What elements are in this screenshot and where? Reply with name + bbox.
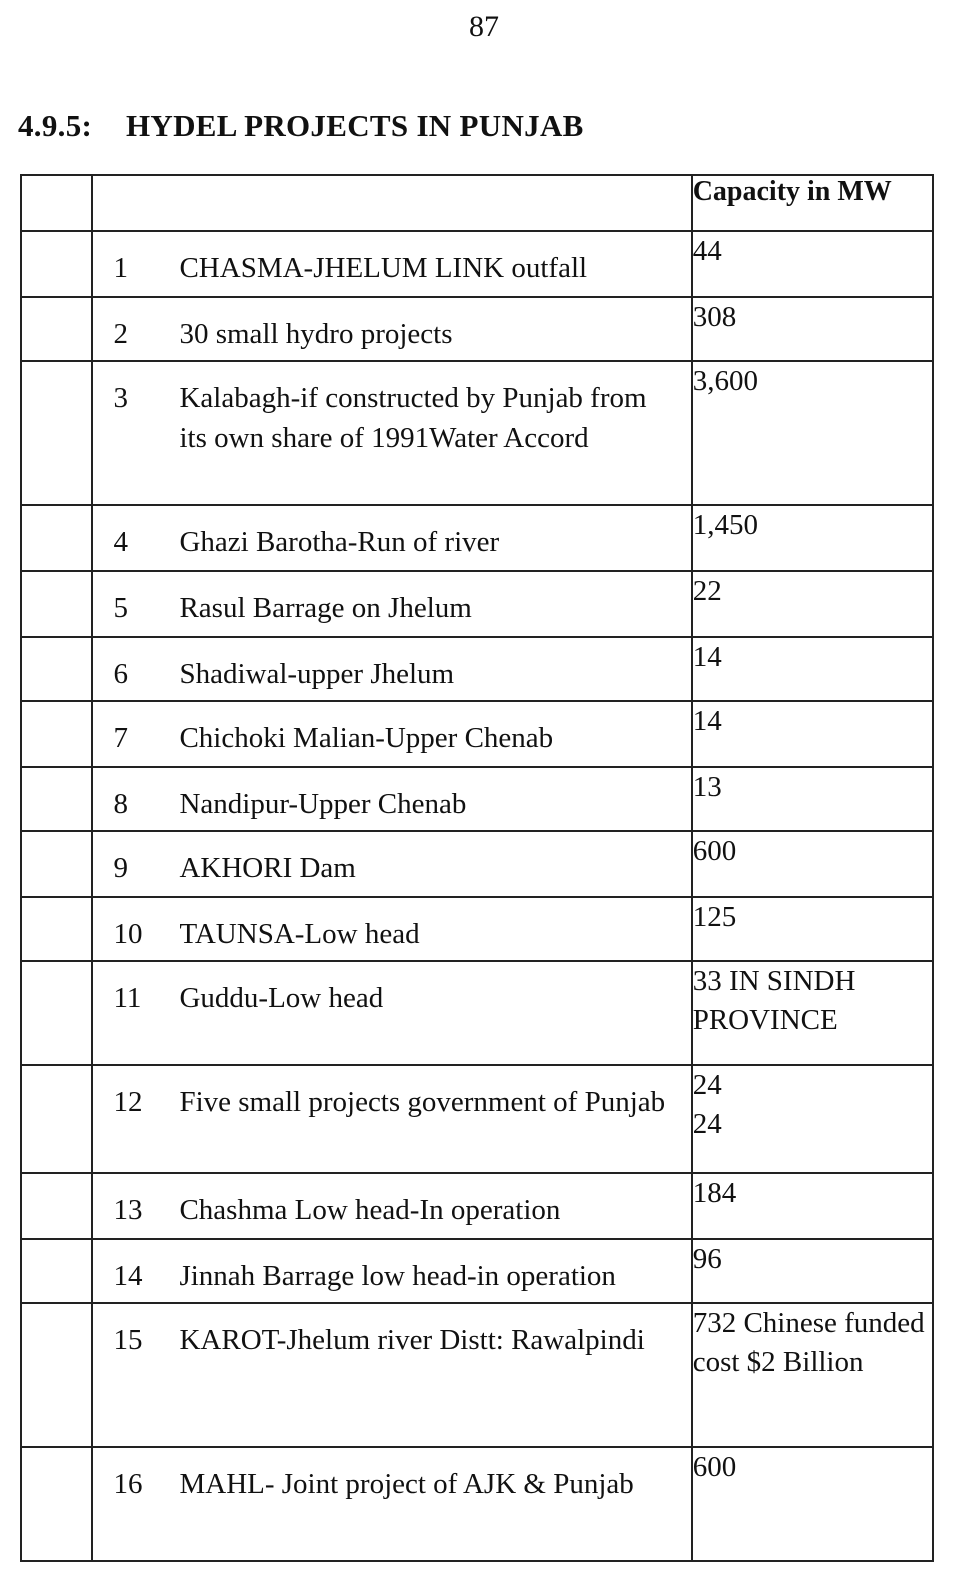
capacity-value: 13	[692, 767, 933, 831]
capacity-header: Capacity in MW	[692, 175, 933, 231]
serial-number: 11	[113, 982, 142, 1014]
capacity-value: 14	[692, 701, 933, 767]
page-number: 87	[469, 10, 499, 43]
table-row	[21, 1173, 933, 1239]
project-cell	[92, 1239, 691, 1303]
table-row	[21, 637, 933, 701]
project-name: Jinnah Barrage low head-in operation	[179, 1260, 616, 1292]
capacity-value: 96	[692, 1239, 933, 1303]
capacity-value: 125	[692, 897, 933, 961]
section-number: 4.9.5:	[18, 108, 93, 143]
table-row	[21, 961, 933, 1065]
project-name: Guddu-Low head	[179, 982, 384, 1014]
serial-number: 2	[113, 318, 128, 350]
project-cell	[92, 361, 691, 505]
capacity-value: 732 Chinese funded cost $2 Billion	[692, 1303, 933, 1447]
project-cell	[92, 831, 691, 897]
project-name: Chichoki Malian-Upper Chenab	[179, 722, 554, 754]
capacity-value: 184	[692, 1173, 933, 1239]
serial-number: 14	[113, 1260, 143, 1292]
serial-number: 15	[113, 1324, 143, 1356]
project-cell	[92, 1065, 691, 1173]
serial-number: 4	[113, 526, 128, 558]
blank-cell	[21, 231, 92, 297]
capacity-value: 33 IN SINDH PROVINCE	[692, 961, 933, 1065]
project-cell	[92, 1447, 691, 1561]
blank-cell	[21, 1239, 92, 1303]
project-name: Ghazi Barotha-Run of river	[179, 526, 500, 558]
hydel-projects-table	[20, 174, 934, 1562]
blank-cell	[21, 897, 92, 961]
blank-cell	[21, 571, 92, 637]
project-header-cell	[92, 175, 691, 231]
blank-cell	[21, 767, 92, 831]
project-name: Shadiwal-upper Jhelum	[179, 658, 455, 690]
capacity-value: 308	[692, 297, 933, 361]
project-name: MAHL- Joint project of AJK & Punjab	[179, 1468, 634, 1500]
project-name: Nandipur-Upper Chenab	[179, 788, 467, 820]
section-title: HYDEL PROJECTS IN PUNJAB	[126, 108, 584, 143]
project-cell	[92, 571, 691, 637]
blank-cell	[21, 637, 92, 701]
table-row	[21, 1239, 933, 1303]
capacity-value: 3,600	[692, 361, 933, 505]
serial-number: 5	[113, 592, 128, 624]
project-name: KAROT-Jhelum river Distt: Rawalpindi	[179, 1324, 645, 1356]
blank-cell	[21, 701, 92, 767]
project-cell	[92, 231, 691, 297]
table-row	[21, 701, 933, 767]
project-cell	[92, 767, 691, 831]
capacity-value: 600	[692, 1447, 933, 1561]
blank-cell	[21, 1065, 92, 1173]
table-row	[21, 361, 933, 505]
project-cell	[92, 897, 691, 961]
table-row	[21, 897, 933, 961]
project-name: CHASMA-JHELUM LINK outfall	[179, 252, 588, 284]
blank-cell	[21, 831, 92, 897]
serial-number: 6	[113, 658, 128, 690]
capacity-value: 22	[692, 571, 933, 637]
table-row	[21, 571, 933, 637]
blank-cell	[21, 961, 92, 1065]
serial-number: 9	[113, 852, 128, 884]
table-row	[21, 231, 933, 297]
project-cell	[92, 961, 691, 1065]
project-name: Chashma Low head-In operation	[179, 1194, 561, 1226]
project-name: AKHORI Dam	[179, 852, 356, 884]
capacity-value: 14	[692, 637, 933, 701]
serial-number: 16	[113, 1468, 143, 1500]
blank-cell	[21, 1447, 92, 1561]
project-name: TAUNSA-Low head	[179, 918, 420, 950]
table-row	[21, 831, 933, 897]
serial-number: 10	[113, 918, 143, 950]
capacity-value: 600	[692, 831, 933, 897]
project-name: Rasul Barrage on Jhelum	[179, 592, 472, 624]
project-cell	[92, 701, 691, 767]
serial-number: 3	[113, 382, 128, 414]
table-row	[21, 297, 933, 361]
blank-cell	[21, 505, 92, 571]
project-cell	[92, 1303, 691, 1447]
table-row	[21, 1447, 933, 1561]
capacity-value: 24 24	[692, 1065, 933, 1173]
serial-number: 13	[113, 1194, 143, 1226]
project-cell	[92, 637, 691, 701]
serial-number: 12	[113, 1086, 143, 1118]
project-cell	[92, 297, 691, 361]
table-row	[21, 1065, 933, 1173]
blank-header-cell	[21, 175, 92, 231]
blank-cell	[21, 361, 92, 505]
table-header-row	[21, 175, 933, 231]
serial-number: 1	[113, 252, 128, 284]
project-name: Kalabagh-if constructed by Punjab from its own share of 1991Water Accord	[179, 382, 647, 454]
project-name: Five small projects government of Punjab	[179, 1086, 666, 1118]
blank-cell	[21, 1173, 92, 1239]
project-cell	[92, 505, 691, 571]
table-row	[21, 505, 933, 571]
project-cell	[92, 1173, 691, 1239]
serial-number: 8	[113, 788, 128, 820]
serial-number: 7	[113, 722, 128, 754]
project-name: 30 small hydro projects	[179, 318, 453, 350]
section-heading	[18, 108, 584, 144]
capacity-value: 1,450	[692, 505, 933, 571]
blank-cell	[21, 1303, 92, 1447]
capacity-value: 44	[692, 231, 933, 297]
table-row	[21, 767, 933, 831]
blank-cell	[21, 297, 92, 361]
table-row	[21, 1303, 933, 1447]
